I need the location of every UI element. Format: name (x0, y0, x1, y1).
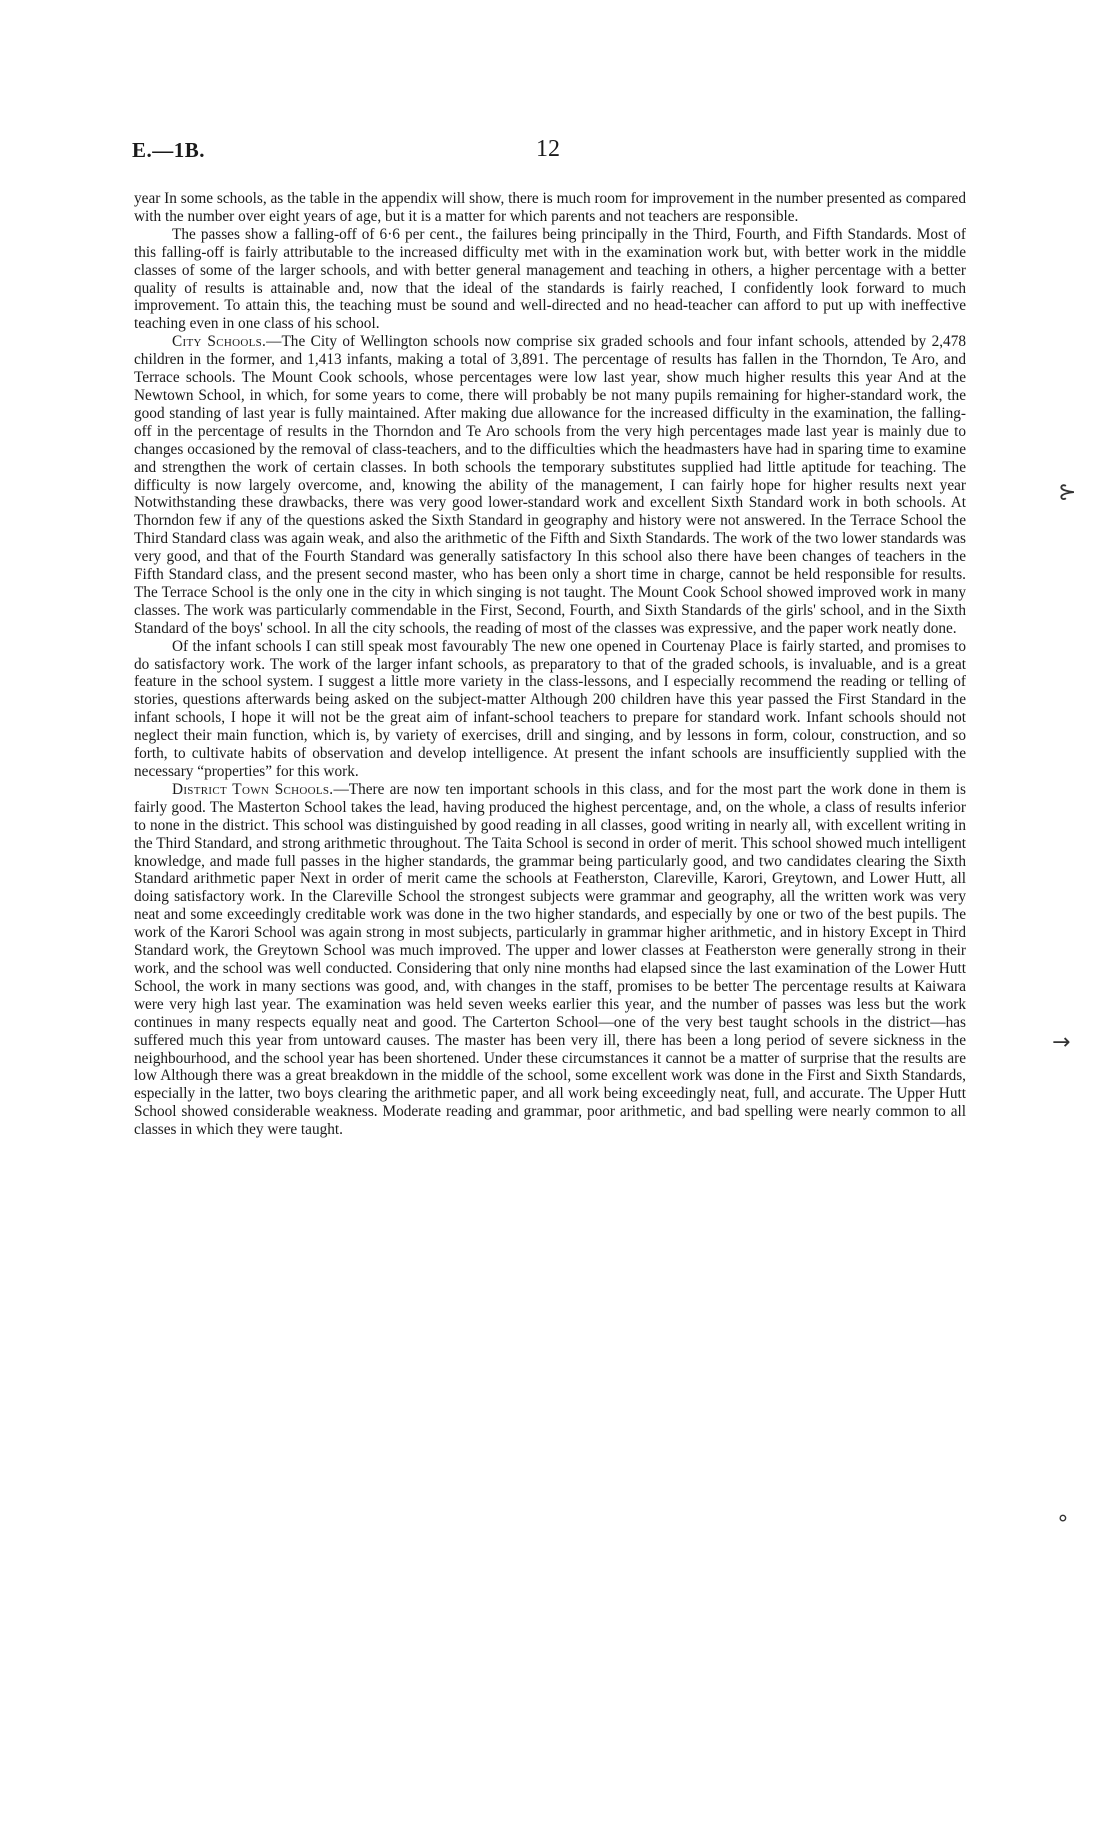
body-text (134, 190, 966, 1139)
margin-mark-3: ∘ (1056, 1506, 1070, 1531)
paragraph-5-text: —There are now ten important schools in this class, and for the most part the work done in them is fairly good. The Masterton School takes the lead, having produced the highest percentage, and, on the whole, a class of results inferior to none in the district. This school was distinguished by good reading in all classes, good writing in nearly all, with excellent writing in the Third Standard, and strong arithmetic throughout. The Taita School is second in order of merit. This school showed much intelligent knowledge, and made full passes in the higher standards, the grammar being particularly good, and two candidates clearing the Sixth Standard arithmetic paper Next in order of merit came the schools at Featherston, Clareville, Karori, Greytown, and Lower Hutt, all doing satisfactory work. In the Clareville School the strongest subjects were grammar and geography, all the written work was very neat and some exceedingly creditable work was done in the two higher standards, and especially by one or two of the best pupils. The work of the Karori School was again strong in most subjects, particularly in grammar higher arithmetic, and in history Except in Third Standard work, the Greytown School was much improved. The upper and lower classes at Featherston were generally strong in their work, and the school was well conducted. Considering that only nine months had elapsed since the last examination of the Lower Hutt School, the work in many sections was good, and, with changes in the staff, promises to be better The percentage results at Kaiwara were very high last year. The examination was held seven weeks earlier this year, and the number of passes was less but the work continues in many respects equally neat and good. The Carterton School—one of the very best taught schools in the district—has suffered much this year from untoward causes. The master has been very ill, there has been a long period of severe sickness in the neighbourhood, and the school year has been shortened. Under these circumstances it cannot be a matter of surprise that the results are low Although there was a great breakdown in the middle of the school, some excellent work was done in the First and Sixth Standards, especially in the latter, two boys clearing the arithmetic paper, and all work being exceedingly neat, full, and accurate. The Upper Hutt School showed considerable weakness. Moderate reading and grammar, poor arithmetic, and bad spelling were nearly common to all classes in which they were taught. (134, 780, 966, 1139)
section-heading-city-schools: City Schools. (172, 333, 267, 351)
section-heading-district-town-schools: District Town Schools. (172, 780, 334, 798)
page-number: 12 (536, 136, 560, 162)
paragraph-3 (134, 333, 966, 637)
paragraph-1: year In some schools, as the table in the appendix will show, there is much room for improvement in the number presented as compared with the number over eight years of age, but it is a matter for which parents and not teachers are responsible. (134, 190, 966, 225)
paragraph-5 (134, 781, 966, 1139)
document-reference: E.—1B. (132, 138, 206, 162)
margin-mark-1: ⊱ (1058, 480, 1077, 505)
paragraph-2: The passes show a falling-off of 6·6 per cent., the failures being principally in the Third, Fourth, and Fifth Standards. Most of this falling-off is fairly attributable to the increased difficulty met with in the examination work but, with better work in the middle classes of some of the larger schools, and with better general management and teaching in others, a higher percentage with a better quality of results is attainable and, now that the ideal of the standards is fairly reached, I confidently look forward to much improvement. To attain this, the teaching must be sound and well-directed and no head-teacher can afford to put up with ineffective teaching even in one class of his school. (134, 225, 966, 333)
margin-mark-2: → (1052, 1030, 1071, 1055)
paragraph-4: Of the infant schools I can still speak most favourably The new one opened in Courtenay Place is fairly started, and promises to do satisfactory work. The work of the larger infant schools, as preparatory to that of the graded schools, is invaluable, and is a great feature in the school system. I suggest a little more variety in the class-lessons, and I especially recommend the reading or telling of stories, questions afterwards being asked on the subject-matter Although 200 children have this year passed the First Standard in the infant schools, I hope it will not be the great aim of infant-school teachers to prepare for standard work. Infant schools should not neglect their main function, which is, by variety of exercises, drill and singing, and by lessons in form, colour, construction, and so forth, to cultivate habits of observation and develop intelligence. At present the infant schools are insufficiently supplied with the necessary “properties” for this work. (134, 637, 966, 780)
page-header (132, 138, 952, 168)
paragraph-3-text: —The City of Wellington schools now comprise six graded schools and four infant schools, attended by 2,478 children in the former, and 1,413 infants, making a total of 3,891. The percentage of results has fallen in the Thorndon, Te Aro, and Terrace schools. The Mount Cook schools, whose percentages were low last year, show much higher results this year And at the Newtown School, in which, for some years to come, there will probably be not many pupils remaining for higher-standard work, the good standing of last year is fully maintained. After making due allowance for the increased difficulty in the examination, the falling-off in the percentage of results in the Thorndon and Te Aro schools from the very high percentages made last year is mainly due to changes occasioned by the removal of class-teachers, and to the difficulties which the headmasters have had in sparing time to examine and strengthen the work of certain classes. In both schools the temporary substitutes supplied had little aptitude for teaching. The difficulty is now largely overcome, and, knowing the ability of the management, I can fairly hope for higher results next year Notwithstanding these drawbacks, there was very good lower-standard work and excellent Sixth Standard work in both schools. At Thorndon few if any of the questions asked the Sixth Standard in geography and history were not answered. In the Terrace School the Third Standard class was again weak, and also the arithmetic of the Fifth and Sixth Standards. The work of the two lower standards was very good, and that of the Fourth Standard was generally satisfactory In this school also there have been changes of teachers in the Fifth Standard class, and the present second master, who has been only a short time in charge, cannot be held responsible for results. The Terrace School is the only one in the city in which singing is not taught. The Mount Cook School showed improved work in many classes. The work was particularly commendable in the First, Second, Fourth, and Sixth Standards of the girls' school, and in the Sixth Standard of the boys' school. In all the city schools, the reading of most of the classes was expressive, and the paper work neatly done. (134, 333, 966, 637)
